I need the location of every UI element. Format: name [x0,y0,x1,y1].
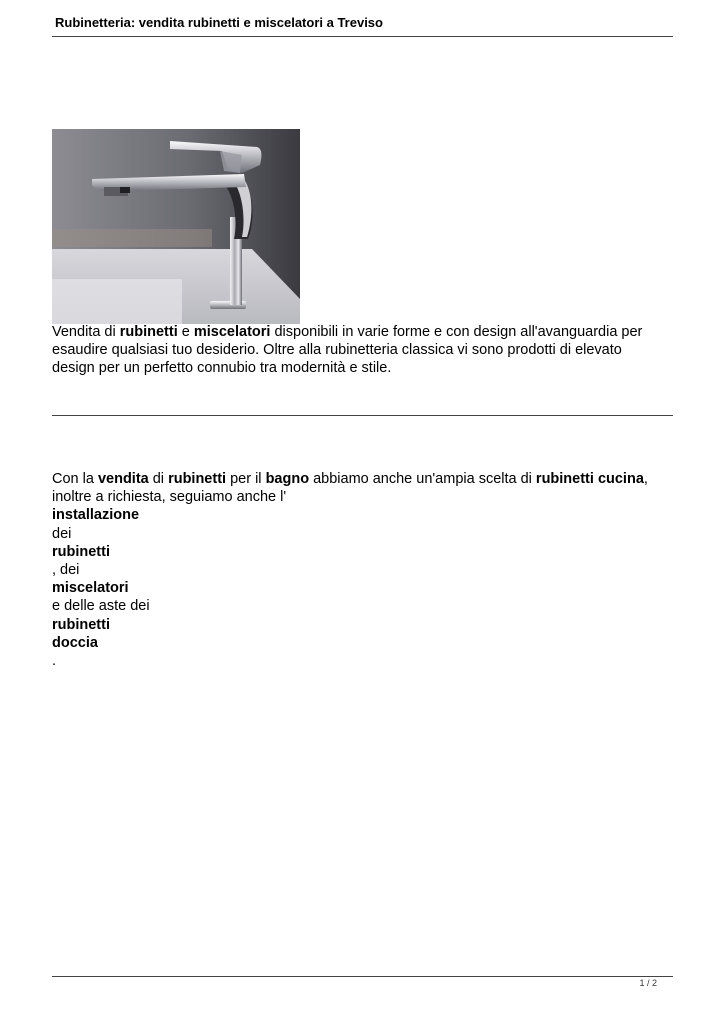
services-line-6: , dei [52,562,80,579]
bold-installazione: installazione [52,507,140,524]
footer-divider [52,976,673,977]
bold-bagno: bagno [265,471,310,487]
services-line-2: inoltre a richiesta, seguiamo anche l' [52,489,287,506]
bold-rubinetti-cucina: rubinetti cucina [535,471,644,487]
bold-vendita: vendita [97,471,149,487]
intro-line-3: design per un perfetto connubio tra modernità e stile. [52,360,392,377]
text-run: Con la [52,471,98,487]
bold-rubinetti-2: rubinetti [52,543,110,560]
text-run: Vendita di [52,324,120,340]
services-paragraph [52,470,677,670]
bold-doccia: doccia [52,634,98,651]
intro-line-2: esaudire qualsiasi tuo desiderio. Oltre alla rubinetteria classica vi sono prodotti di elevato [52,342,622,359]
bold-rubinetti: rubinetti [168,471,227,487]
services-line-8: e delle aste dei [52,598,150,615]
header-divider [52,36,673,37]
text-run: , [643,471,648,487]
services-line-11: . [52,653,57,670]
text-run: abbiamo anche un'ampia scelta di [309,471,536,487]
bold-rubinetti-3: rubinetti [52,616,110,633]
page-header-title: Rubinetteria: vendita rubinetti e miscelatori a Treviso [55,15,383,30]
section-divider [52,415,673,416]
text-run: di [148,471,169,487]
text-run: disponibili in varie forme e con design all'avanguardia per [270,324,643,340]
intro-paragraph [52,323,677,378]
bold-miscelatori: miscelatori [193,324,271,340]
text-run: e [177,324,194,340]
services-line-1 [52,470,677,488]
faucet-photo [52,129,300,324]
bold-miscelatori-2: miscelatori [52,580,129,597]
page-number: 1 / 2 [639,978,657,988]
bold-rubinetti: rubinetti [119,324,178,340]
intro-line-1 [52,323,677,341]
services-line-4: dei [52,525,72,542]
text-run: per il [226,471,266,487]
